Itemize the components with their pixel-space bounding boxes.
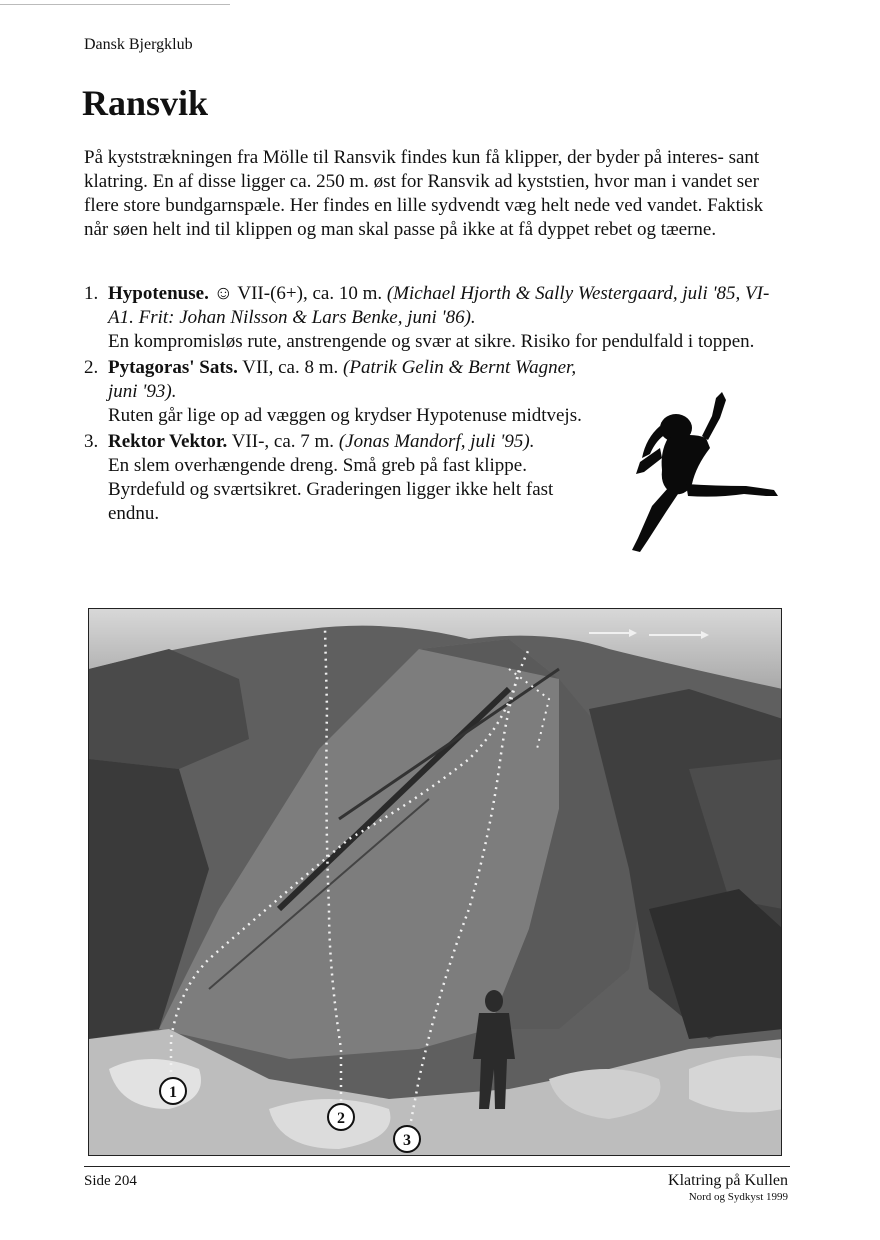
route-marker-3 <box>394 1126 420 1152</box>
route-marker-2 <box>328 1104 354 1130</box>
book-title: Klatring på Kullen <box>668 1172 788 1189</box>
page-number: Side 204 <box>84 1173 137 1189</box>
route-credit: (Patrik Gelin & Bernt Wagner, juni '93). <box>108 357 577 402</box>
route-grade: ☺ VII-(6+), ca. 10 m. <box>208 283 387 304</box>
book-title-block <box>668 1172 788 1203</box>
climber-silhouette-icon <box>616 388 782 556</box>
page-title: Ransvik <box>82 83 209 123</box>
intro-paragraph: På kyststrækningen fra Mölle til Ransvik findes kun få klipper, der byder på interes- sant klatring. En af disse ligger ca. 250 m. øst for Ransvik ad kyststien, hvor man i vandet ser flere store bundgarnspæle. Her findes en lille sydvendt væg helt nede ved vandet. Faktisk når søen helt ind til klippen og man skal passe på ikke at få dyppet rebet og tæerne. <box>84 147 764 240</box>
route-number: 2. <box>84 357 99 378</box>
crag-photo <box>88 608 782 1156</box>
route-number: 3. <box>84 431 99 452</box>
scan-edge-line <box>0 4 230 5</box>
route-credit: (Michael Hjorth & Sally Westergaard, juli '85, VI- A1. Frit: Johan Nilsson & Lars Benke, juni '86). <box>108 283 770 328</box>
running-header: Dansk Bjergklub <box>84 36 193 53</box>
book-subtitle: Nord og Sydkyst 1999 <box>688 1191 788 1203</box>
route-item-2 <box>84 356 608 428</box>
route-credit: (Jonas Mandorf, juli '95). <box>338 431 535 452</box>
footer-divider <box>84 1166 790 1167</box>
route-marker-1-label: 1 <box>169 1084 177 1101</box>
route-name: Pytagoras' Sats. <box>108 357 238 378</box>
route-name: Hypotenuse. <box>108 283 209 304</box>
route-grade: VII, ca. 8 m. <box>237 357 344 378</box>
route-description: En kompromisløs rute, anstrengende og svær at sikre. Risiko for pendulfald i toppen. <box>108 331 755 352</box>
route-item-3 <box>84 430 608 526</box>
route-name: Rektor Vektor. <box>108 431 228 452</box>
route-marker-3-label: 3 <box>403 1132 411 1149</box>
route-description: En slem overhængende dreng. Små greb på fast klippe. Byrdefuld og sværtsikret. Graderingen ligger ikke helt fast endnu. <box>108 455 554 524</box>
route-number: 1. <box>84 283 99 304</box>
route-grade: VII-, ca. 7 m. <box>227 431 339 452</box>
route-marker-2-label: 2 <box>337 1110 345 1127</box>
route-item-1 <box>84 282 784 354</box>
route-description: Ruten går lige op ad væggen og krydser Hypotenuse midtvejs. <box>108 405 582 426</box>
route-marker-1 <box>160 1078 186 1104</box>
